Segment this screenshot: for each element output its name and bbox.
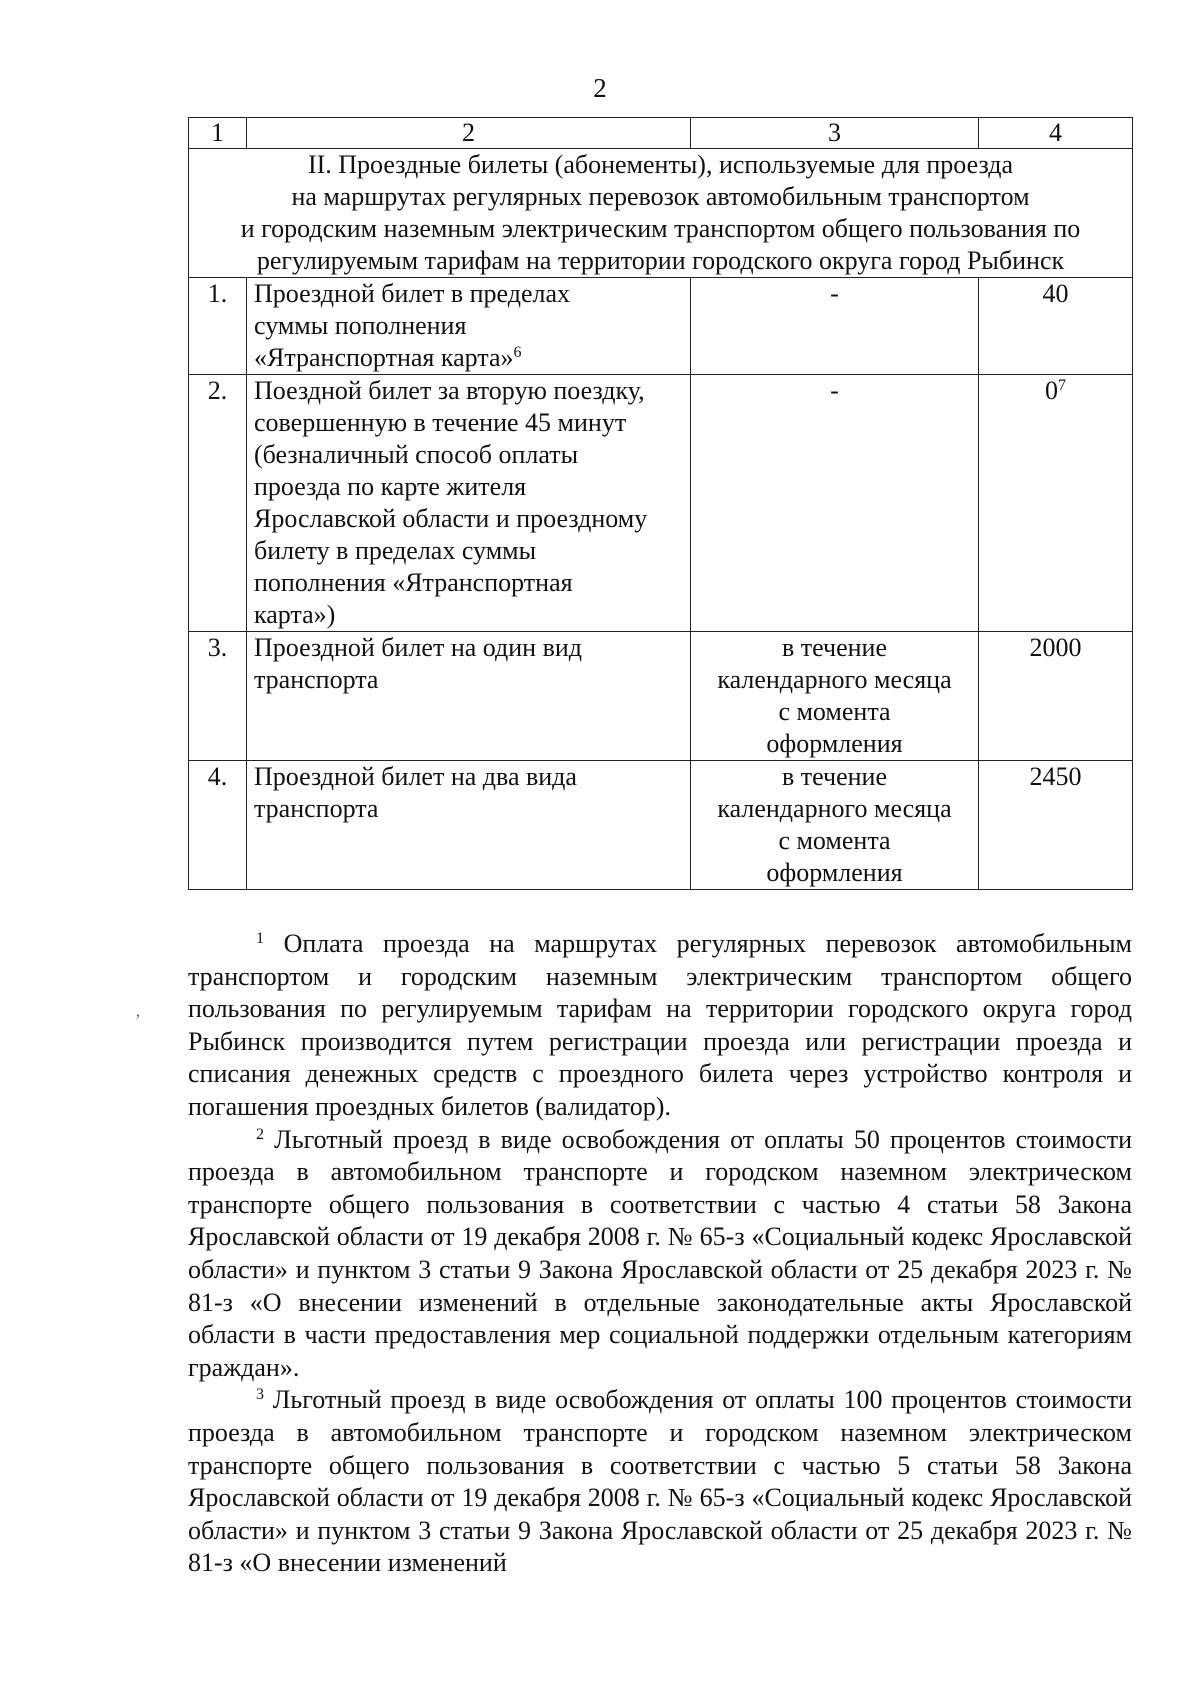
validity-period-line: с момента [778,697,891,726]
table-row [189,761,1133,890]
footnote [188,928,1132,1124]
footnote-text: Оплата проезда на маршрутах регулярных перевозок автомобильным транспортом и городским наземным электрическим транспортом общего пользования по регулируемым тарифам на территории городского округа город Рыбинск производится путем регистрации проезда или регистрации проезда и списания денежных средств с проездного билета через устройство контроля и погашения проездных билетов (валидатор). [188,929,1132,1121]
ticket-name-line-wrap [254,342,683,374]
ticket-name-line: Проездной билет на один вид [254,633,583,662]
ticket-name-line: Поездной билет за вторую поездку, [254,376,645,405]
ticket-name [247,278,691,375]
column-number: 3 [691,118,979,149]
row-number: 1. [189,278,247,375]
footnotes [188,928,1132,1580]
validity-period-line: с момента [778,826,891,855]
validity-period-line: - [830,376,839,405]
validity-period-line: в течение [781,762,887,791]
footnote-ref: 7 [1058,377,1066,394]
section-title-line: регулируемым тарифам на территории городского округа город Рыбинск [256,246,1065,275]
validity-period-line: в течение [781,633,887,662]
validity-period [691,632,979,761]
validity-period-line: оформления [766,858,903,887]
ticket-name-line: Проездной билет на два вида [254,762,577,791]
footnote [188,1384,1132,1580]
ticket-name [247,761,691,890]
validity-period-line: календарного месяца [717,665,952,694]
section-row [189,149,1133,278]
section-title [189,149,1133,278]
ticket-name-line: проезда по карте жителя [254,472,527,501]
scan-mark: , [136,1003,140,1020]
ticket-name-line: транспорта [254,794,379,823]
price-cell [979,375,1133,632]
validity-period-line: оформления [766,729,903,758]
ticket-name-line: билету в пределах суммы [254,536,537,565]
ticket-name-line: карта») [254,600,336,629]
column-number-row [189,118,1133,149]
footnote-text: Льготный проезд в виде освобождения от оплаты 100 процентов стоимости проезда в автомобильном транспорте и городском наземном электрическом транспорте общего пользования в соответствии с частью 5 статьи 58 Закона Ярославской области от 19 декабря 2008 г. № 65-з «Социальный кодекс Ярославской области» и пунктом 3 статьи 9 Закона Ярославской области от 25 декабря 2023 г. № 81-з «О внесении изменений [188,1385,1132,1578]
tariff-table [188,117,1133,890]
validity-period [691,278,979,375]
column-number: 4 [979,118,1133,149]
price-value: 0 [1045,376,1058,405]
validity-period [691,761,979,890]
footnote-ref: 6 [513,344,522,361]
column-number: 1 [189,118,247,149]
ticket-name-line: (безналичный способ оплаты [254,440,579,469]
footnote [188,1124,1132,1385]
section-title-line: II. Проездные билеты (абонементы), используемые для проезда [307,150,1014,179]
price-value: 40 [1042,279,1069,308]
ticket-name [247,375,691,632]
ticket-name-line: суммы пополнения [254,311,467,340]
table-body [189,278,1133,890]
footnote-text: Льготный проезд в виде освобождения от оплаты 50 процентов стоимости проезда в автомобильном транспорте и городском наземном электрическом транспорте общего пользования в соответствии с частью 4 статьи 58 Закона Ярославской области от 19 декабря 2008 г. № 65-з «Социальный кодекс Ярославской области» и пунктом 3 статьи 9 Закона Ярославской области от 25 декабря 2023 г. № 81-з «О внесении изменений в отдельные законодательные акты Ярославской области в части предоставления мер социальной поддержки отдельным категориям граждан». [188,1124,1132,1382]
page-number: 2 [593,73,607,103]
ticket-name-line: транспорта [254,665,379,694]
price-value: 2000 [1029,633,1082,662]
price-cell [979,278,1133,375]
ticket-name [247,632,691,761]
validity-period-line: календарного месяца [717,794,952,823]
ticket-name-line: Ярославской области и проездному [254,504,648,533]
footnote-mark: 3 [256,1386,264,1404]
table-row [189,278,1133,375]
ticket-name-line: «Ятранспортная карта» [254,343,514,372]
table-row [189,632,1133,761]
footnote-mark: 1 [256,930,264,947]
validity-period [691,375,979,632]
row-number: 2. [189,375,247,632]
validity-period-line: - [830,279,839,308]
ticket-name-line: пополнения «Ятранспортная [254,568,573,597]
section-title-line: и городским наземным электрическим транспортом общего пользования по [240,214,1081,243]
table-row [189,375,1133,632]
ticket-name-line: Проездной билет в пределах [254,279,570,308]
row-number: 3. [189,632,247,761]
price-cell [979,761,1133,890]
footnote-mark: 2 [256,1125,264,1143]
price-cell [979,632,1133,761]
row-number: 4. [189,761,247,890]
section-title-line: на маршрутах регулярных перевозок автомобильным транспортом [291,182,1030,211]
column-number: 2 [247,118,691,149]
ticket-name-line: совершенную в течение 45 минут [254,408,627,437]
price-value: 2450 [1029,762,1082,791]
